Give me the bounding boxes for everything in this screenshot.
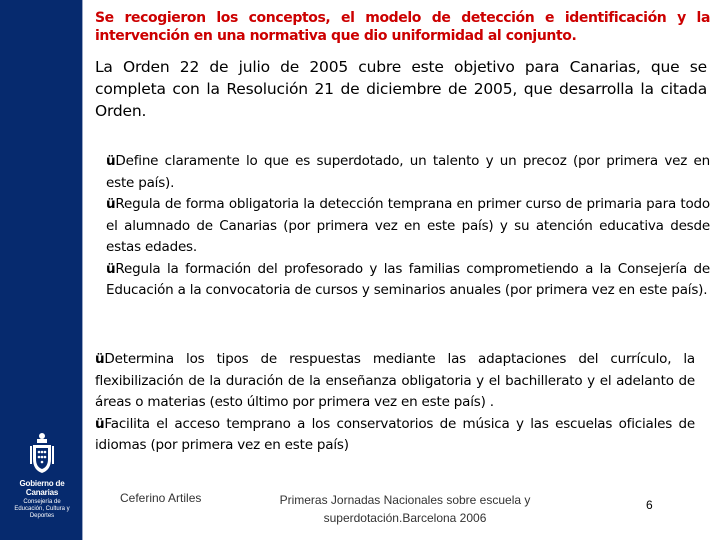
bullet-text: Define claramente lo que es superdotado, un talento y un precoz (por primera vez en este país). [106,153,710,191]
check-icon: ü [95,415,105,432]
intro-paragraph: La Orden 22 de julio de 2005 cubre este objetivo para Canarias, que se completa con la Resolución 21 de diciembre de 2005, que desarrolla la citada Orden. [95,58,707,120]
list-item [106,259,710,302]
list-item [95,349,695,414]
bullet-text: Regula de forma obligatoria la detección temprana en primer curso de primaria para todo el alumnado de Canarias (por primera vez en este país) y su atención educativa desde estas edades. [106,196,710,255]
logo-title: Gobierno de Canarias [19,479,65,497]
check-icon: ü [106,196,116,212]
footer-event: Primeras Jornadas Nacionales sobre escuela y superdotación.Barcelona 2006 [279,493,531,525]
list-item [106,151,710,194]
logo-subtitle: Consejería de Educación, Cultura y Deportes [14,499,70,519]
bullet-group-1 [106,151,710,302]
page-number: 6 [646,498,653,512]
bullet-group-2 [95,349,695,457]
check-icon: ü [106,260,116,277]
slide-heading: Se recogieron los conceptos, el modelo de detección e identificación y la intervención en una normativa que dio uniformidad al conjunto. [95,10,710,44]
footer-author: Ceferino Artiles [120,491,202,505]
check-icon: ü [95,351,105,367]
bullet-text: Facilita el acceso temprano a los conservatorios de música y las escuelas oficiales de idiomas (por primera vez en este país) [95,415,695,453]
bullet-text: Regula la formación del profesorado y las familias comprometiendo a la Consejería de Educación a la convocatoria de cursos y seminarios anuales (por primera vez en este país). [106,260,710,298]
list-item [106,194,710,259]
government-logo [10,432,74,520]
check-icon: ü [106,153,116,169]
sidebar-divider [82,0,83,540]
bullet-text: Determina los tipos de respuestas mediante las adaptaciones del currículo, la flexibilización de la duración de la enseñanza obligatoria y el bachillerato y el adelanto de áreas o materias (esto último por primera vez en este país) . [95,351,695,410]
list-item [95,414,695,457]
coat-of-arms-icon [29,432,55,476]
